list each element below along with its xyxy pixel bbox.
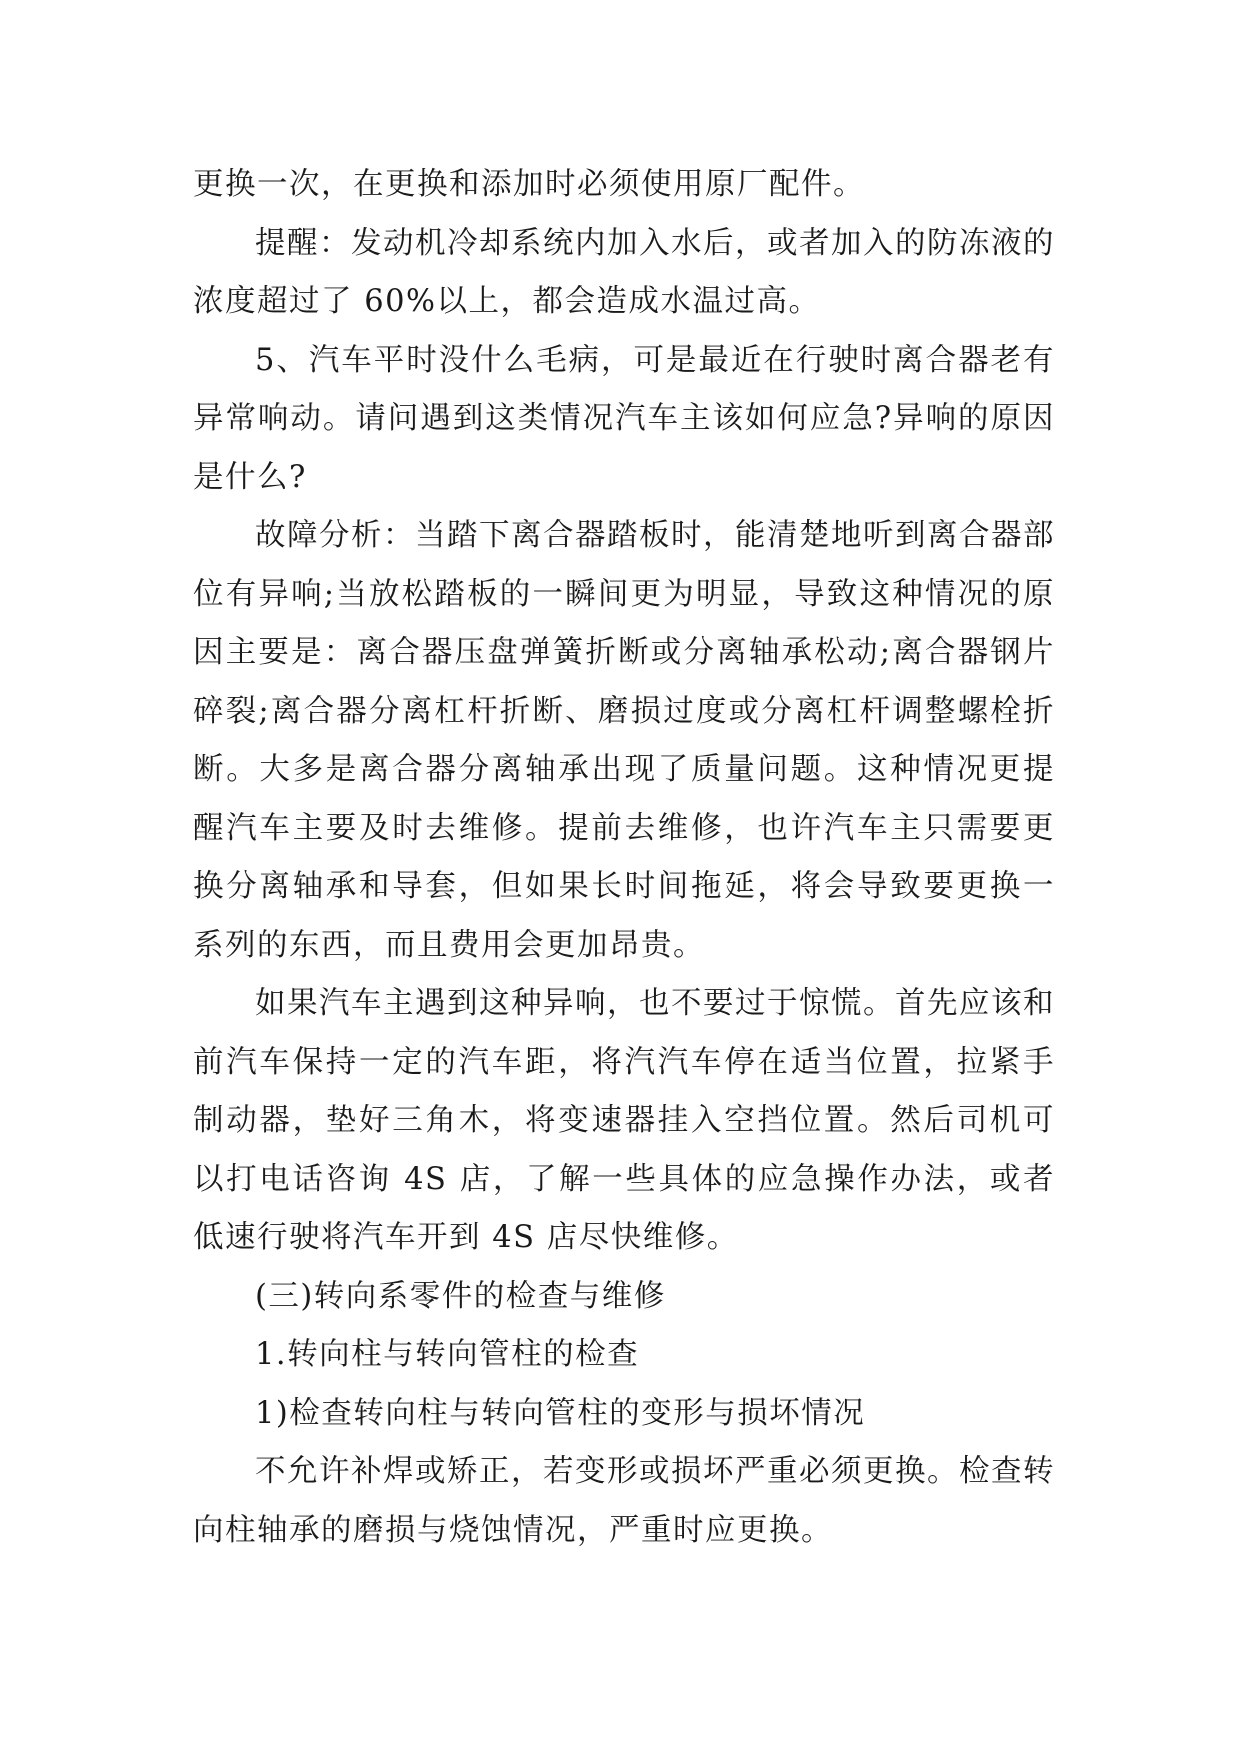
section-heading-steering: (三)转向系零件的检查与维修 (255, 1278, 666, 1314)
paragraph-question-5: 5、汽车平时没什么毛病，可是最近在行驶时离合器老有异常响动。请问遇到这类情况汽车主该如何应急?异响的原因是什么? (193, 342, 1055, 495)
paragraph-reminder: 提醒：发动机冷却系统内加入水后，或者加入的防冻液的浓度超过了 60%以上，都会造成水温过高。 (193, 225, 1055, 319)
document-body (193, 156, 1055, 1560)
paragraph-emergency-advice: 如果汽车主遇到这种异响，也不要过于惊慌。首先应该和前汽车保持一定的汽车距，将汽汽车停在适当位置，拉紧手制动器，垫好三角木，将变速器挂入空挡位置。然后司机可以打电话咨询 4S 店，了解一些具体的应急操作办法，或者低速行驶将汽车开到 4S 店尽快维修。 (193, 986, 1055, 1255)
subsection-heading-steering-column: 1.转向柱与转向管柱的检查 (255, 1337, 640, 1372)
paragraph-fault-analysis: 故障分析：当踏下离合器踏板时，能清楚地听到离合器部位有异响;当放松踏板的一瞬间更为明显，导致这种情况的原因主要是：离合器压盘弹簧折断或分离轴承松动;离合器钢片碎裂;离合器分离杠杆折断、磨损过度或分离杠杆调整螺栓折断。大多是离合器分离轴承出现了质量问题。这种情况更提醒汽车主要及时去维修。提前去维修，也许汽车主只需要更换分离轴承和导套，但如果长时间拖延，将会导致要更换一系列的东西，而且费用会更加昂贵。 (193, 518, 1055, 963)
paragraph-inspection-rule: 不允许补焊或矫正，若变形或损坏严重必须更换。检查转向柱轴承的磨损与烧蚀情况，严重时应更换。 (193, 1454, 1055, 1548)
paragraph-continuation: 更换一次，在更换和添加时必须使用原厂配件。 (193, 167, 865, 202)
item-heading-deformation-check: 1)检查转向柱与转向管柱的变形与损坏情况 (255, 1395, 866, 1431)
